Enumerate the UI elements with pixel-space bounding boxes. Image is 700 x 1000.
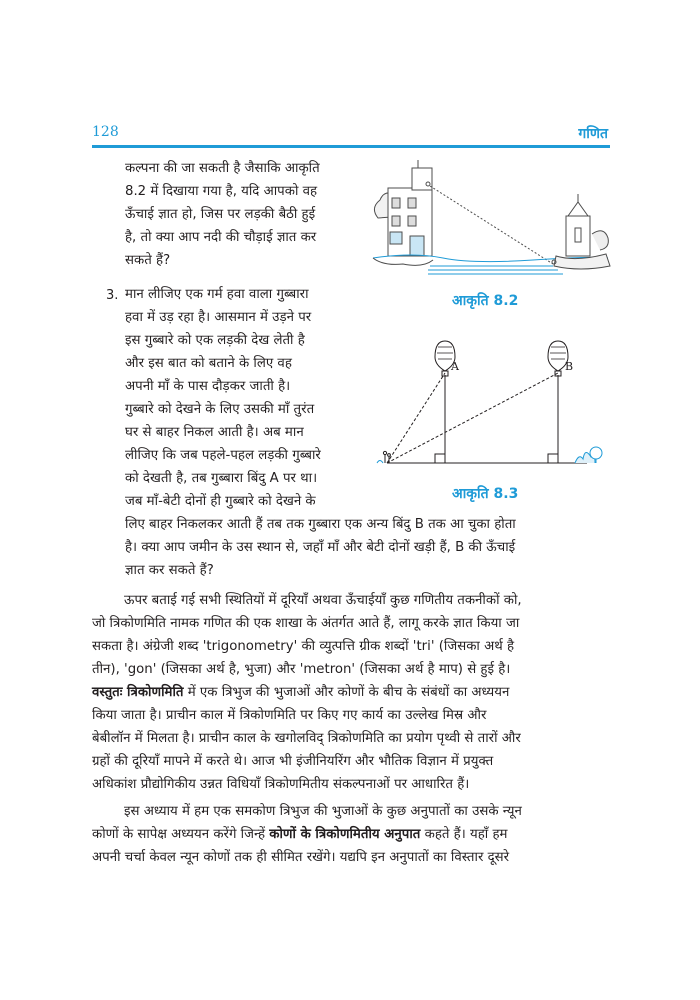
item-3-continued (125, 513, 610, 582)
text-line (92, 681, 610, 704)
text-line: इस गुब्बारे को एक लड़की देख लेती है (125, 333, 305, 348)
text-line: सकता है। अंग्रेजी शब्द 'trigonometry' की व्युत्पत्ति ग्रीक शब्दों 'tri' (जिसका अर्थ है (92, 639, 515, 654)
text-line: लीजिए कि जब पहले-पहल लड़की गुब्बारे (125, 448, 321, 463)
figure-8-2 (368, 158, 613, 276)
text-line: हवा में उड़ रहा है। आसमान में उड़ने पर (125, 310, 312, 325)
text-line: तीन), 'gon' (जिसका अर्थ है, भुजा) और 'metron' (जिसका अर्थ है माप) से हुई है। (92, 662, 511, 677)
text-line: अपनी चर्चा केवल न्यून कोणों तक ही सीमित रखेंगे। यद्यपि इन अनुपातों का विस्तार दूसरे (92, 850, 510, 865)
text-line: गुब्बारे को देखने के लिए उसकी माँ तुरंत (125, 402, 315, 417)
item-number: 3. (106, 288, 119, 303)
bold-term: वस्तुतः त्रिकोणमिति (92, 685, 184, 700)
figure-8-3-caption: आकृति 8.3 (452, 486, 519, 502)
page-number: 128 (92, 124, 119, 140)
text-line: और इस बात को बताने के लिए वह (125, 356, 292, 371)
text-line: जब माँ-बेटी दोनों ही गुब्बारे को देखने के (125, 494, 316, 509)
text-line: ऊपर बताई गई सभी स्थितियों में दूरियाँ अथवा ऊँचाईयाँ कुछ गणितीय तकनीकों को, (124, 593, 522, 608)
text-line: ज्ञात कर सकते हैं? (125, 563, 214, 578)
figure-8-3 (375, 335, 610, 475)
text-span: कहते हैं। यहाँ हम (420, 827, 508, 842)
header-rule (92, 145, 610, 148)
text-line: ग्रहों की दूरियाँ मापने में करते थे। आज भी इंजीनियरिंग और भौतिक विज्ञान में प्रयुक्त (92, 754, 494, 769)
text-line: अपनी माँ के पास दौड़कर जाती है। (125, 379, 291, 394)
bold-term: कोणों के त्रिकोणमितीय अनुपात (269, 827, 421, 842)
page-header (92, 124, 608, 146)
text-line: को देखती है, तब गुब्बारा बिंदु A पर था। (125, 471, 318, 486)
text-span: कोणों के सापेक्ष अध्ययन करेंगे जिन्हें (92, 827, 270, 842)
trigonometry-paragraph (92, 589, 610, 796)
text-line: किया जाता है। प्राचीन काल में त्रिकोणमिति पर किए गए कार्य का उल्लेख मिस्र और (92, 708, 487, 723)
text-line: इस अध्याय में हम एक समकोण त्रिभुज की भुजाओं के कुछ अनुपातों का उसके न्यून (124, 804, 522, 819)
text-line: 8.2 में दिखाया गया है, यदि आपको वह (125, 184, 318, 199)
text-line: अधिकांश प्रौद्योगिकीय उन्नत विधियाँ त्रिकोणमितीय संकल्पनाओं पर आधारित हैं। (92, 777, 470, 792)
text-line: कल्पना की जा सकती है जैसाकि आकृति (125, 161, 320, 176)
text-line: लिए बाहर निकलकर आती हैं तब तक गुब्बारा एक अन्य बिंदु B तक आ चुका होता (125, 517, 516, 532)
text-line: जो त्रिकोणमिति नामक गणित की एक शाखा के अंतर्गत आते हैं, लागू करके ज्ञात किया जा (92, 616, 520, 631)
figure-8-2-caption: आकृति 8.2 (452, 293, 519, 309)
text-line (92, 823, 610, 846)
text-line: सकते हैं? (125, 253, 171, 268)
chapter-title: गणित (578, 126, 608, 142)
text-line: है। क्या आप जमीन के उस स्थान से, जहाँ माँ और बेटी दोनों खड़ी हैं, B की ऊँचाई (125, 540, 516, 555)
ratios-paragraph (92, 800, 610, 869)
item-3-text (125, 283, 361, 513)
text-span: में एक त्रिभुज की भुजाओं और कोणों के बीच के संबंधों का अध्ययन (183, 685, 510, 700)
intro-paragraph (125, 157, 363, 272)
text-line: घर से बाहर निकल आती है। अब मान (125, 425, 304, 440)
text-line: बेबीलॉन में मिलता है। प्राचीन काल के खगोलविद् त्रिकोणमिति का प्रयोग पृथ्वी से तारों और (92, 731, 521, 746)
text-line: मान लीजिए एक गर्म हवा वाला गुब्बारा (125, 287, 309, 302)
text-line: है, तो क्या आप नदी की चौड़ाई ज्ञात कर (125, 230, 317, 245)
point-b-label: B (565, 360, 574, 373)
point-a-label: A (451, 360, 459, 373)
text-line: ऊँचाई ज्ञात हो, जिस पर लड़की बैठी हुई (125, 207, 316, 222)
